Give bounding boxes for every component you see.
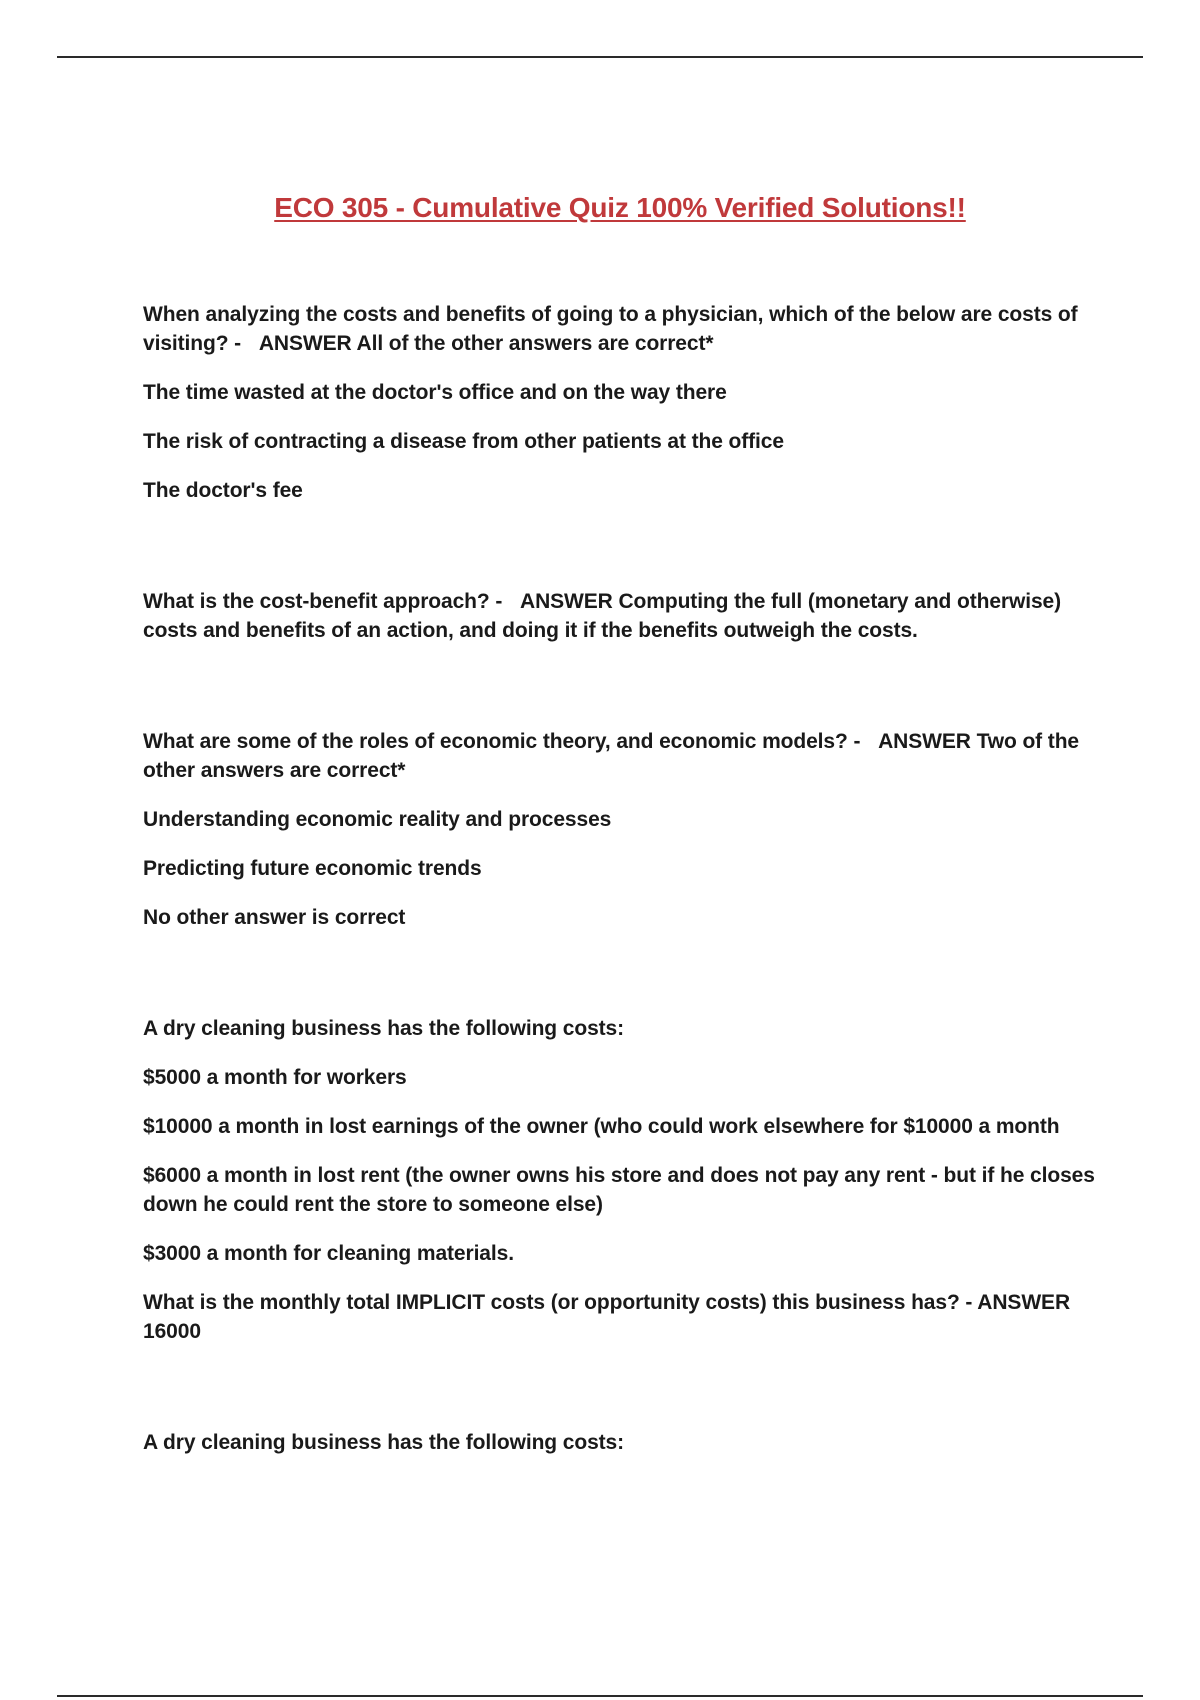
- bottom-rule: [57, 1695, 1143, 1697]
- intro-line: A dry cleaning business has the following costs:: [143, 1017, 625, 1040]
- option-line: The time wasted at the doctor's office and on the way there: [143, 381, 727, 404]
- answer-text: ANSWER 16000: [143, 1291, 1071, 1343]
- question-paragraph: [143, 727, 1098, 785]
- answer-text: ANSWER All of the other answers are correct*: [258, 332, 714, 355]
- cost-line: $10000 a month in lost earnings of the owner (who could work elsewhere for $10000 a month: [143, 1115, 1060, 1138]
- cost-line: $5000 a month for workers: [143, 1066, 407, 1089]
- cost-line: $3000 a month for cleaning materials.: [143, 1242, 514, 1265]
- option-line: Predicting future economic trends: [143, 857, 482, 880]
- document-body: [143, 300, 1098, 1477]
- document-title: ECO 305 - Cumulative Quiz 100% Verified Solutions!!: [274, 192, 966, 223]
- question-text: What is the monthly total IMPLICIT costs (or opportunity costs) this business has? -: [143, 1291, 973, 1314]
- option-line: The doctor's fee: [143, 479, 303, 502]
- option-line: No other answer is correct: [143, 906, 406, 929]
- cost-line: $6000 a month in lost rent (the owner owns his store and does not pay any rent - but if he closes down he could rent the store to someone else): [143, 1164, 1095, 1216]
- option-line: Understanding economic reality and processes: [143, 808, 612, 831]
- top-rule: [57, 56, 1143, 58]
- option-line: The risk of contracting a disease from other patients at the office: [143, 430, 784, 453]
- question-paragraph: [143, 1288, 1098, 1346]
- answer-text: ANSWER Two of the other answers are correct*: [143, 730, 1079, 782]
- question-paragraph: [143, 587, 1098, 645]
- question-text: What are some of the roles of economic theory, and economic models? -: [143, 730, 861, 753]
- question-text: What is the cost-benefit approach? -: [143, 590, 503, 613]
- intro-line: A dry cleaning business has the following costs:: [143, 1431, 625, 1454]
- answer-text: ANSWER Computing the full (monetary and otherwise) costs and benefits of an action, and doing it if the benefits outweigh the costs.: [143, 590, 1062, 642]
- question-paragraph: [143, 300, 1098, 358]
- question-text: When analyzing the costs and benefits of going to a physician, which of the below are costs of visiting? -: [143, 303, 1078, 355]
